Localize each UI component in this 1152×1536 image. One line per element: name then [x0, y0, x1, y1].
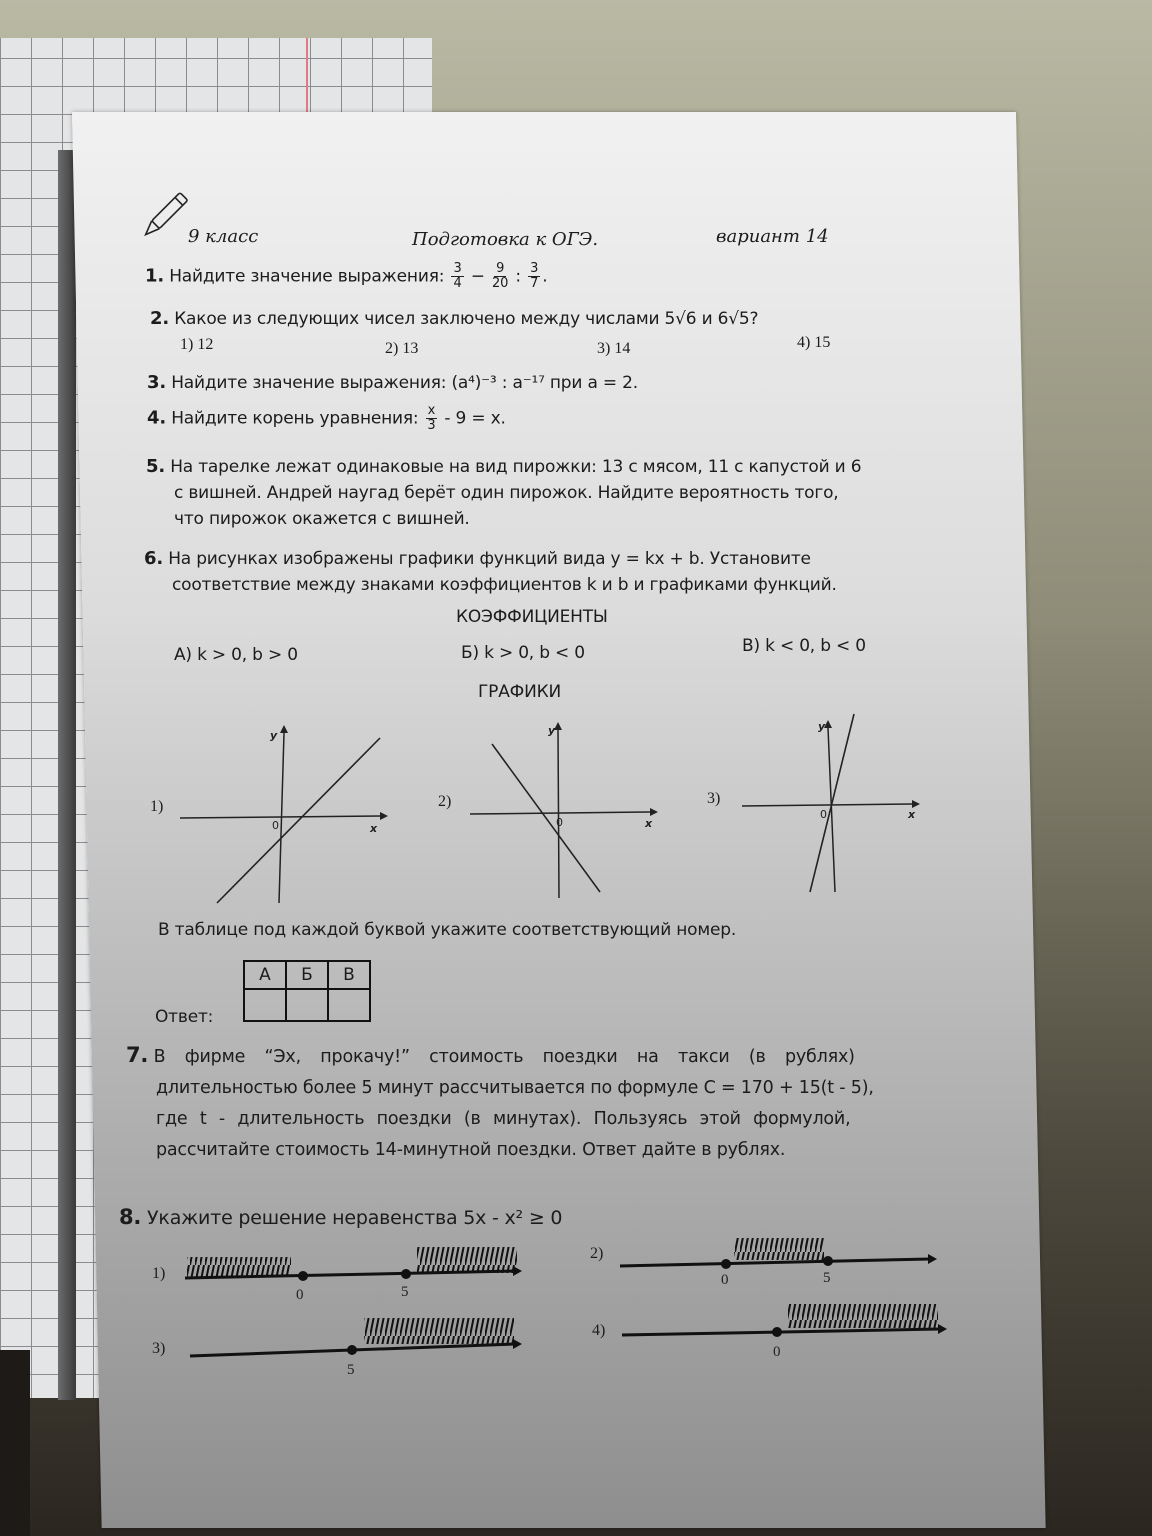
svg-text:5: 5	[823, 1270, 831, 1286]
question-4: 4. Найдите корень уравнения: $\frac{x}{3}$ - 9 = x.	[147, 403, 506, 433]
svg-text:y: y	[270, 729, 278, 742]
question-number: 4.	[147, 407, 166, 429]
table-header-b: Б	[286, 961, 328, 989]
question-6: 6. На рисунках изображены графики функций вида y = kx + b. Установите соответствие между знаками коэффициентов k и b и графиками функций.	[144, 548, 837, 595]
answer-table	[243, 960, 371, 1022]
option-1-label: 1)	[152, 1265, 166, 1282]
question-number: 5.	[146, 456, 165, 477]
question-7: 7. В фирме “Эх, прокачу!” стоимость поездки на такси (в рублях) длительностью более 5 минут рассчитывается по формуле C = 170 + 15(t - 5), где t - длительность поездки (в минутах). Пользуясь этой формулой, рассчитайте стоимость 14-минутной поездки. Ответ дайте в рублях.	[126, 1043, 874, 1160]
graph-label-3: 3)	[707, 790, 721, 807]
graphs-heading: ГРАФИКИ	[478, 682, 561, 702]
option: 3) 14	[597, 340, 631, 357]
question-number: 1.	[145, 265, 164, 287]
svg-text:y: y	[818, 720, 826, 733]
grade-label: 9 класс	[188, 226, 259, 247]
question-text: Найдите корень уравнения:	[171, 408, 419, 429]
question-number: 2.	[150, 308, 169, 329]
question-number: 7.	[126, 1043, 149, 1067]
svg-text:0: 0	[556, 816, 563, 829]
graph-label-2: 2)	[438, 793, 452, 810]
question-text: Найдите значение выражения:	[169, 266, 445, 287]
svg-text:0: 0	[272, 819, 279, 832]
graph-label-1: 1)	[150, 798, 164, 815]
answer-cell-v[interactable]	[328, 989, 370, 1021]
coefficient-a: А) k > 0, b > 0	[174, 645, 298, 665]
question-8	[119, 1205, 562, 1229]
svg-text:5: 5	[347, 1362, 355, 1378]
question-text: Какое из следующих чисел заключено между числами 5√6 и 6√5?	[174, 309, 759, 329]
option-4-label: 4)	[592, 1322, 606, 1339]
fraction: $\frac{3}{4}$	[453, 261, 462, 291]
svg-text:x: x	[908, 808, 916, 821]
page-title: Подготовка к ОГЭ.	[412, 229, 599, 250]
question-number: 8.	[119, 1205, 142, 1229]
coefficients-heading: КОЭФФИЦИЕНТЫ	[456, 607, 608, 627]
question-text: Найдите значение выражения: (a⁴)⁻³ : a⁻¹⁷ при a = 2.	[171, 373, 638, 393]
table-header-row	[244, 961, 370, 989]
question-number: 3.	[147, 372, 166, 393]
answer-cell-b[interactable]	[286, 989, 328, 1021]
answer-cell-a[interactable]	[244, 989, 286, 1021]
question-number: 6.	[144, 548, 163, 569]
answer-label: Ответ:	[155, 1007, 214, 1027]
table-answer-row	[244, 989, 370, 1021]
option: 4) 15	[797, 334, 831, 351]
question-3	[147, 372, 638, 393]
pencil-icon	[140, 192, 186, 244]
graph-1	[180, 725, 390, 905]
number-line-option-1[interactable]	[185, 1245, 525, 1305]
svg-text:y: y	[548, 724, 556, 737]
table-header-v: В	[328, 961, 370, 989]
coefficient-b: Б) k > 0, b < 0	[461, 643, 585, 663]
svg-text:0: 0	[721, 1272, 729, 1288]
fraction: $\frac{9}{20}$	[492, 261, 509, 291]
graph-3	[740, 712, 930, 897]
coefficient-v: В) k < 0, b < 0	[742, 636, 866, 656]
number-line-option-3[interactable]	[190, 1316, 530, 1376]
option: 2) 13	[385, 340, 419, 357]
number-line-option-2[interactable]	[620, 1232, 940, 1292]
svg-text:5: 5	[401, 1284, 409, 1300]
question-2	[150, 308, 758, 329]
question-text: Укажите решение неравенства 5x - x² ≥ 0	[147, 1207, 563, 1229]
option: 1) 12	[180, 336, 214, 353]
svg-text:0: 0	[296, 1287, 304, 1303]
fraction: $\frac{x}{3}$	[427, 403, 436, 433]
svg-text:0: 0	[773, 1344, 781, 1360]
svg-text:x: x	[370, 822, 378, 835]
svg-text:0: 0	[820, 808, 827, 821]
table-header-a: А	[244, 961, 286, 989]
svg-text:x: x	[645, 817, 653, 830]
fraction: $\frac{3}{7}$	[530, 261, 539, 291]
table-instruction: В таблице под каждой буквой укажите соответствующий номер.	[158, 920, 737, 940]
option-2-label: 2)	[590, 1245, 604, 1262]
option-3-label: 3)	[152, 1340, 166, 1357]
question-1: 1. Найдите значение выражения: $\frac{3}{4}$ − $\frac{9}{20}$ : $\frac{3}{7}$ .	[145, 261, 548, 291]
question-5: 5. На тарелке лежат одинаковые на вид пирожки: 13 с мясом, 11 с капустой и 6 с вишней. Андрей наугад берёт один пирожок. Найдите вероятность того, что пирожок окажется с вишней.	[146, 456, 862, 529]
graph-2	[470, 722, 670, 902]
number-line-option-4[interactable]	[622, 1300, 952, 1360]
variant-label: вариант 14	[716, 226, 829, 247]
